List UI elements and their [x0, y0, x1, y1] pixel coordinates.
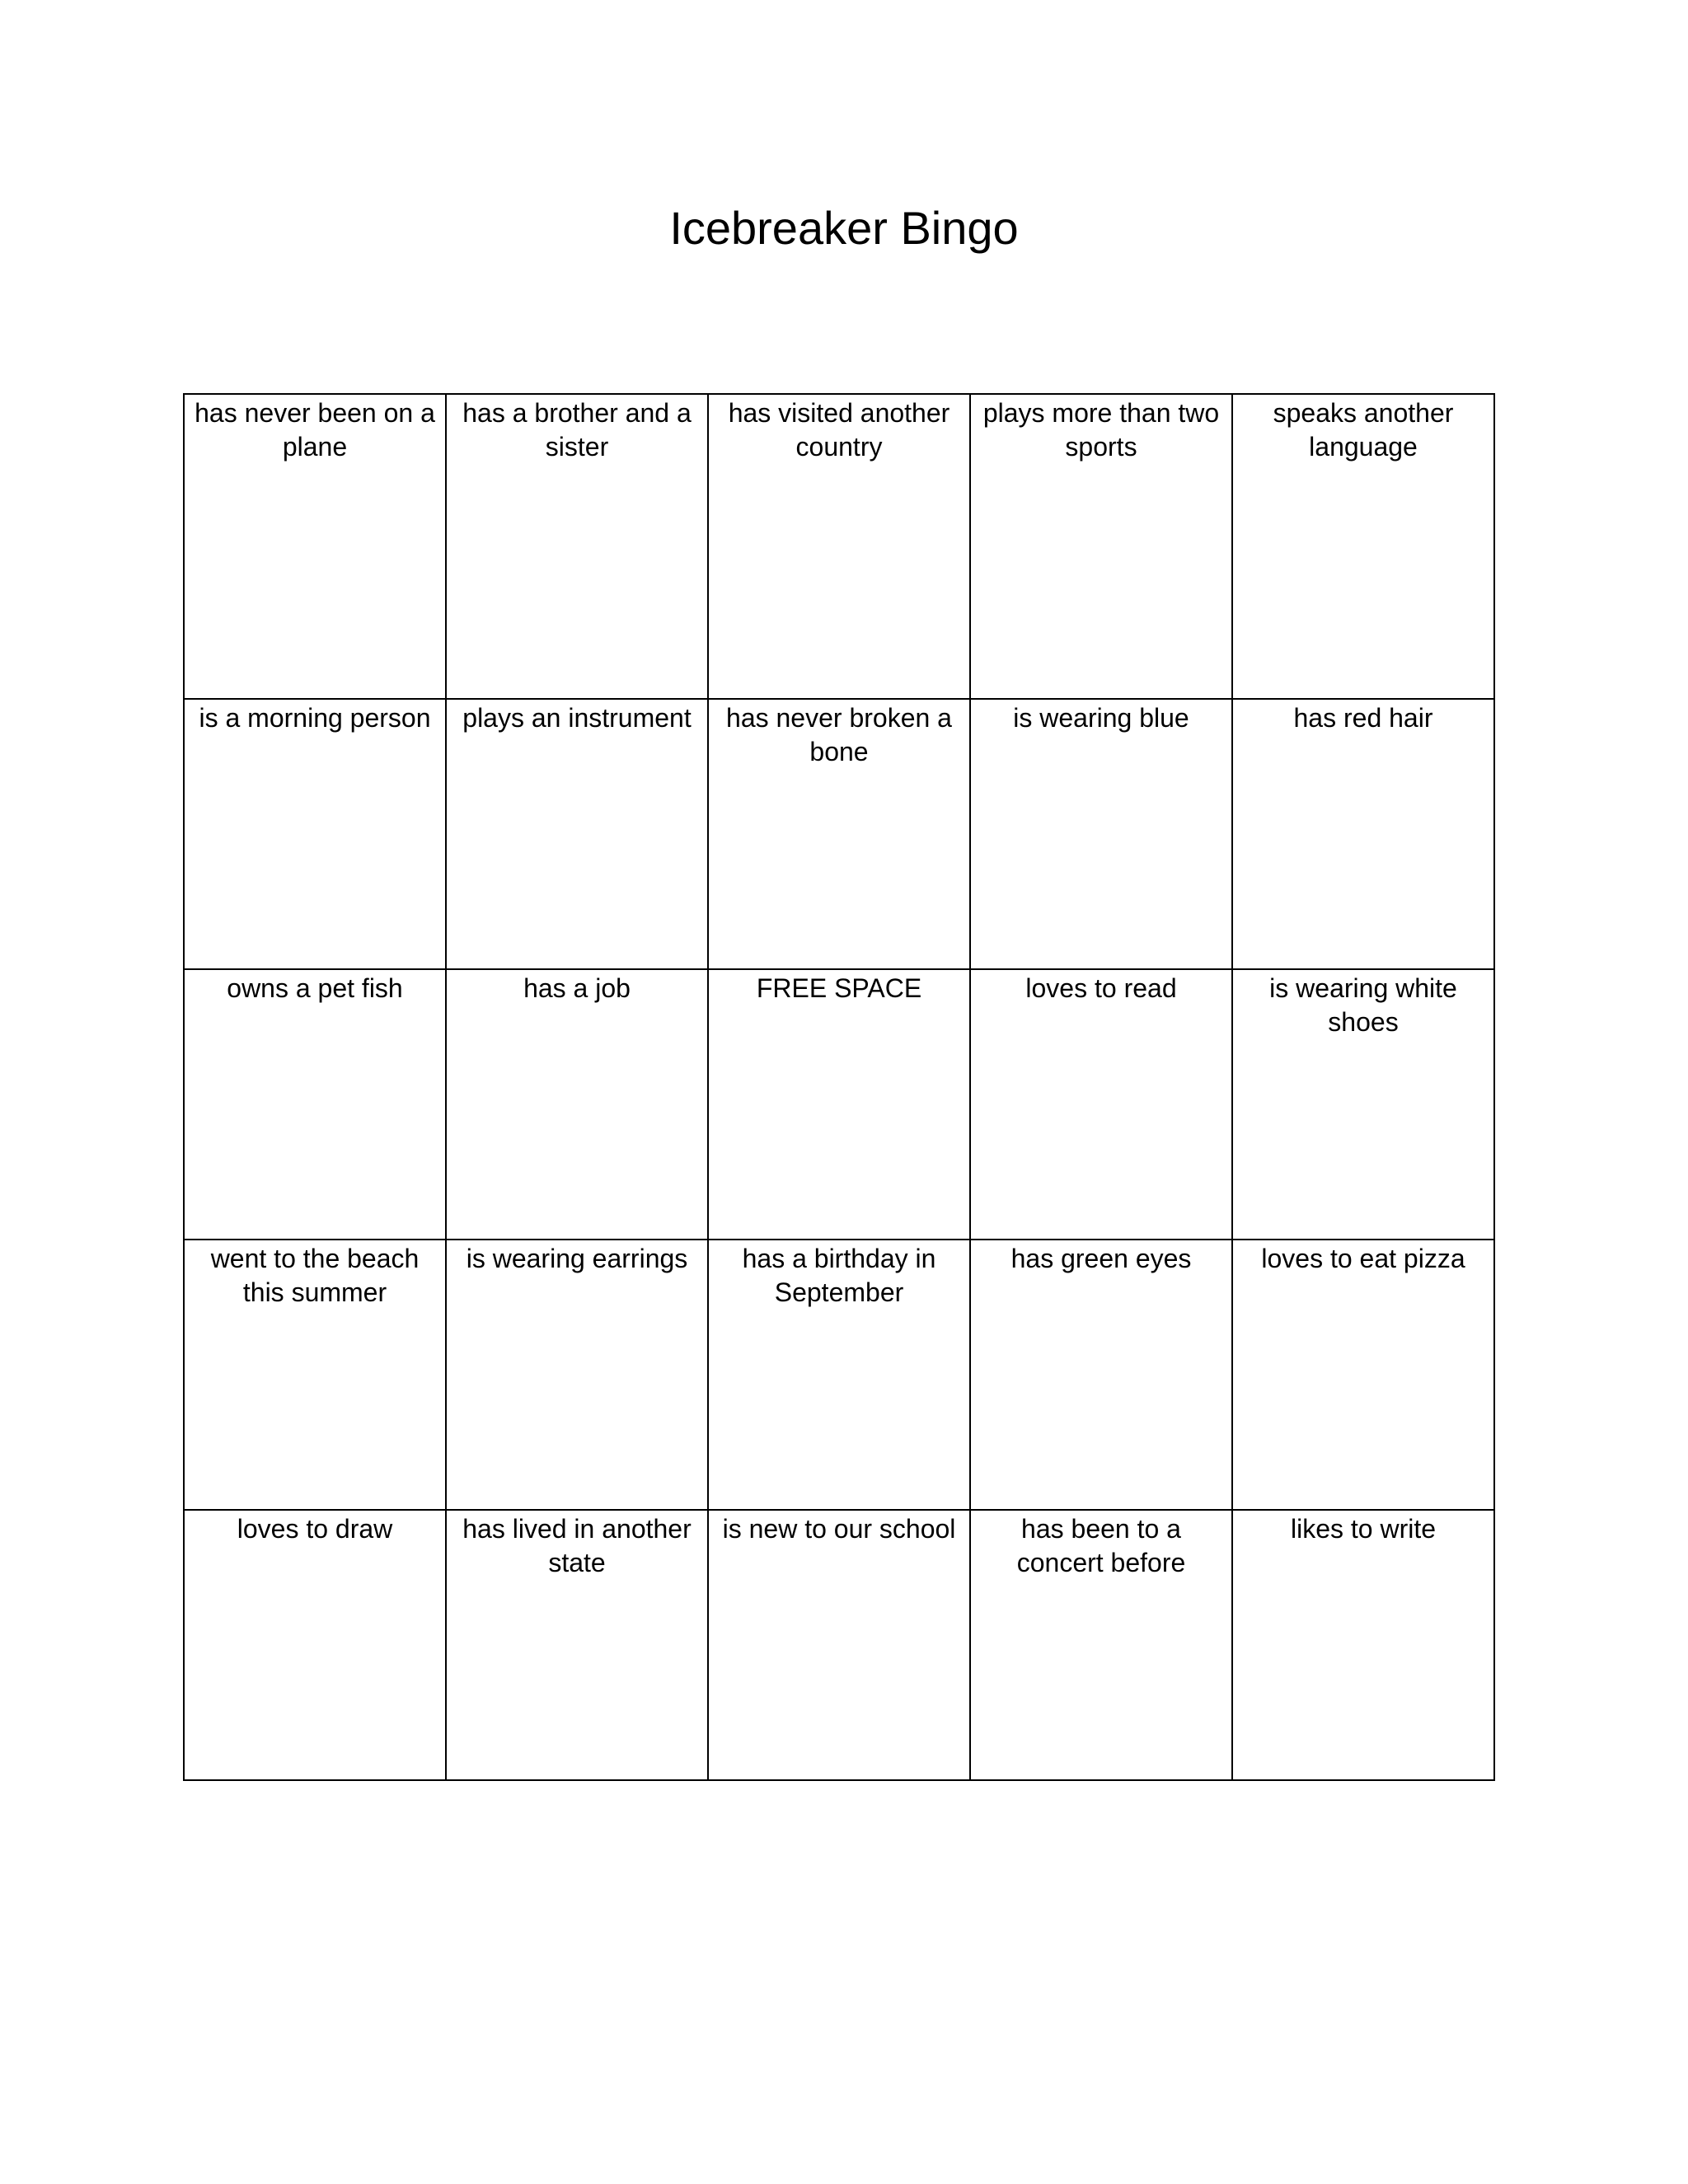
bingo-cell: likes to write: [1232, 1510, 1494, 1780]
bingo-cell: has lived in another state: [446, 1510, 708, 1780]
bingo-row: [184, 1240, 1494, 1510]
bingo-cell: has a brother and a sister: [446, 394, 708, 699]
bingo-cell: went to the beach this summer: [184, 1240, 446, 1510]
bingo-row: [184, 699, 1494, 969]
bingo-cell: loves to eat pizza: [1232, 1240, 1494, 1510]
bingo-cell: is wearing earrings: [446, 1240, 708, 1510]
bingo-cell: has a job: [446, 969, 708, 1240]
bingo-cell: is a morning person: [184, 699, 446, 969]
bingo-cell: is new to our school: [708, 1510, 970, 1780]
bingo-cell: has a birthday in September: [708, 1240, 970, 1510]
bingo-cell: has red hair: [1232, 699, 1494, 969]
bingo-cell: is wearing blue: [970, 699, 1232, 969]
bingo-cell: has been to a concert before: [970, 1510, 1232, 1780]
bingo-row: [184, 969, 1494, 1240]
bingo-cell: plays more than two sports: [970, 394, 1232, 699]
bingo-cell: owns a pet fish: [184, 969, 446, 1240]
bingo-cell: has never been on a plane: [184, 394, 446, 699]
bingo-row: [184, 394, 1494, 699]
bingo-cell: has green eyes: [970, 1240, 1232, 1510]
bingo-cell: is wearing white shoes: [1232, 969, 1494, 1240]
bingo-cell: plays an instrument: [446, 699, 708, 969]
bingo-cell: has never broken a bone: [708, 699, 970, 969]
bingo-cell: has visited another country: [708, 394, 970, 699]
page-title: Icebreaker Bingo: [669, 202, 1019, 254]
bingo-row: [184, 1510, 1494, 1780]
bingo-cell: loves to read: [970, 969, 1232, 1240]
bingo-grid: [183, 393, 1495, 1781]
bingo-cell: speaks another language: [1232, 394, 1494, 699]
free-space-cell: FREE SPACE: [708, 969, 970, 1240]
bingo-cell: loves to draw: [184, 1510, 446, 1780]
